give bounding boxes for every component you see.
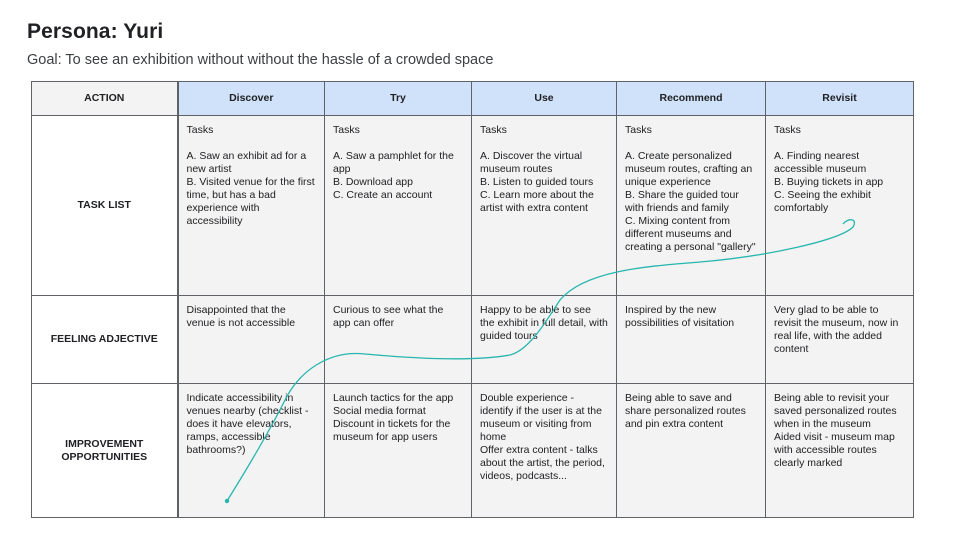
improvement-row	[32, 384, 914, 518]
feeling-text: Inspired by the new possibilities of visitation	[625, 304, 735, 329]
task-cell-recommend	[617, 116, 766, 296]
task-item: C. Seeing the exhibit comfortably	[774, 189, 871, 214]
stage-header-try: Try	[325, 82, 472, 116]
task-item: C. Learn more about the artist with extra content	[480, 189, 594, 214]
stage-header-use: Use	[472, 82, 617, 116]
feeling-label: FEELING ADJECTIVE	[32, 296, 178, 384]
improvement-item: Indicate accessibility in venues nearby (checklist - does it have elevators, ramps, accessible bathrooms?)	[186, 392, 309, 456]
task-item: B. Listen to guided tours	[480, 176, 594, 188]
task-item: B. Download app	[333, 176, 413, 188]
feeling-cell-revisit	[766, 296, 914, 384]
feeling-text: Very glad to be able to revisit the museum, now in real life, with the added content	[774, 304, 899, 355]
feeling-row	[32, 296, 914, 384]
persona-goal: Goal: To see an exhibition without without the hassle of a crowded space	[27, 52, 494, 68]
improvement-item: Aided visit - museum map with accessible routes clearly marked	[774, 431, 895, 469]
stage-header-row	[32, 82, 914, 116]
improvement-item: Discount in tickets for the museum for app users	[333, 418, 451, 443]
feeling-cell-try	[325, 296, 472, 384]
stage-header-recommend: Recommend	[617, 82, 766, 116]
improvement-item: Launch tactics for the app	[333, 392, 454, 404]
stage-header-discover: Discover	[178, 82, 325, 116]
task-item: A. Saw a pamphlet for the app	[333, 150, 454, 175]
task-item: A. Finding nearest accessible museum	[774, 150, 867, 175]
task-list-row	[32, 116, 914, 296]
improvement-cell-recommend	[617, 384, 766, 518]
tasks-label: Tasks	[625, 124, 652, 136]
improvement-cell-try	[325, 384, 472, 518]
task-item: B. Share the guided tour with friends and family	[625, 189, 739, 214]
tasks-label: Tasks	[480, 124, 507, 136]
task-item: B. Visited venue for the first time, but has a bad experience with accessibility	[186, 176, 315, 227]
task-list-label: TASK LIST	[32, 116, 178, 296]
feeling-cell-use	[472, 296, 617, 384]
improvement-cell-discover	[178, 384, 325, 518]
persona-title: Persona: Yuri	[27, 20, 164, 43]
journey-map-table	[31, 81, 914, 518]
task-cell-try	[325, 116, 472, 296]
task-cell-use	[472, 116, 617, 296]
improvement-item: Being able to save and share personalized routes and pin extra content	[625, 392, 746, 430]
task-item: C. Create an account	[333, 189, 433, 201]
feeling-cell-recommend	[617, 296, 766, 384]
improvement-item: Social media format	[333, 405, 426, 417]
task-item: A. Saw an exhibit ad for a new artist	[186, 150, 307, 175]
improvement-cell-revisit	[766, 384, 914, 518]
feeling-text: Disappointed that the venue is not accessible	[186, 304, 296, 329]
task-item: A. Create personalized museum routes, crafting an unique experience	[625, 150, 753, 188]
improvement-cell-use	[472, 384, 617, 518]
task-item: A. Discover the virtual museum routes	[480, 150, 583, 175]
task-cell-discover	[178, 116, 325, 296]
task-cell-revisit	[766, 116, 914, 296]
task-item: C. Mixing content from different museums and creating a personal "gallery"	[625, 215, 756, 253]
tasks-label: Tasks	[333, 124, 360, 136]
feeling-cell-discover	[178, 296, 325, 384]
improvement-item: Double experience - identify if the user is at the museum or visiting from home	[480, 392, 602, 443]
tasks-label: Tasks	[774, 124, 801, 136]
task-item: B. Buying tickets in app	[774, 176, 884, 188]
feeling-text: Curious to see what the app can offer	[333, 304, 444, 329]
feeling-text: Happy to be able to see the exhibit in full detail, with guided tours	[480, 304, 608, 342]
tasks-label: Tasks	[186, 124, 214, 136]
improvement-label: IMPROVEMENT OPPORTUNITIES	[32, 384, 178, 518]
improvement-item: Offer extra content - talks about the artist, the period, videos, podcasts...	[480, 444, 605, 482]
action-header: ACTION	[32, 82, 178, 116]
stage-header-revisit: Revisit	[766, 82, 914, 116]
improvement-item: Being able to revisit your saved personalized routes when in the museum	[774, 392, 897, 430]
